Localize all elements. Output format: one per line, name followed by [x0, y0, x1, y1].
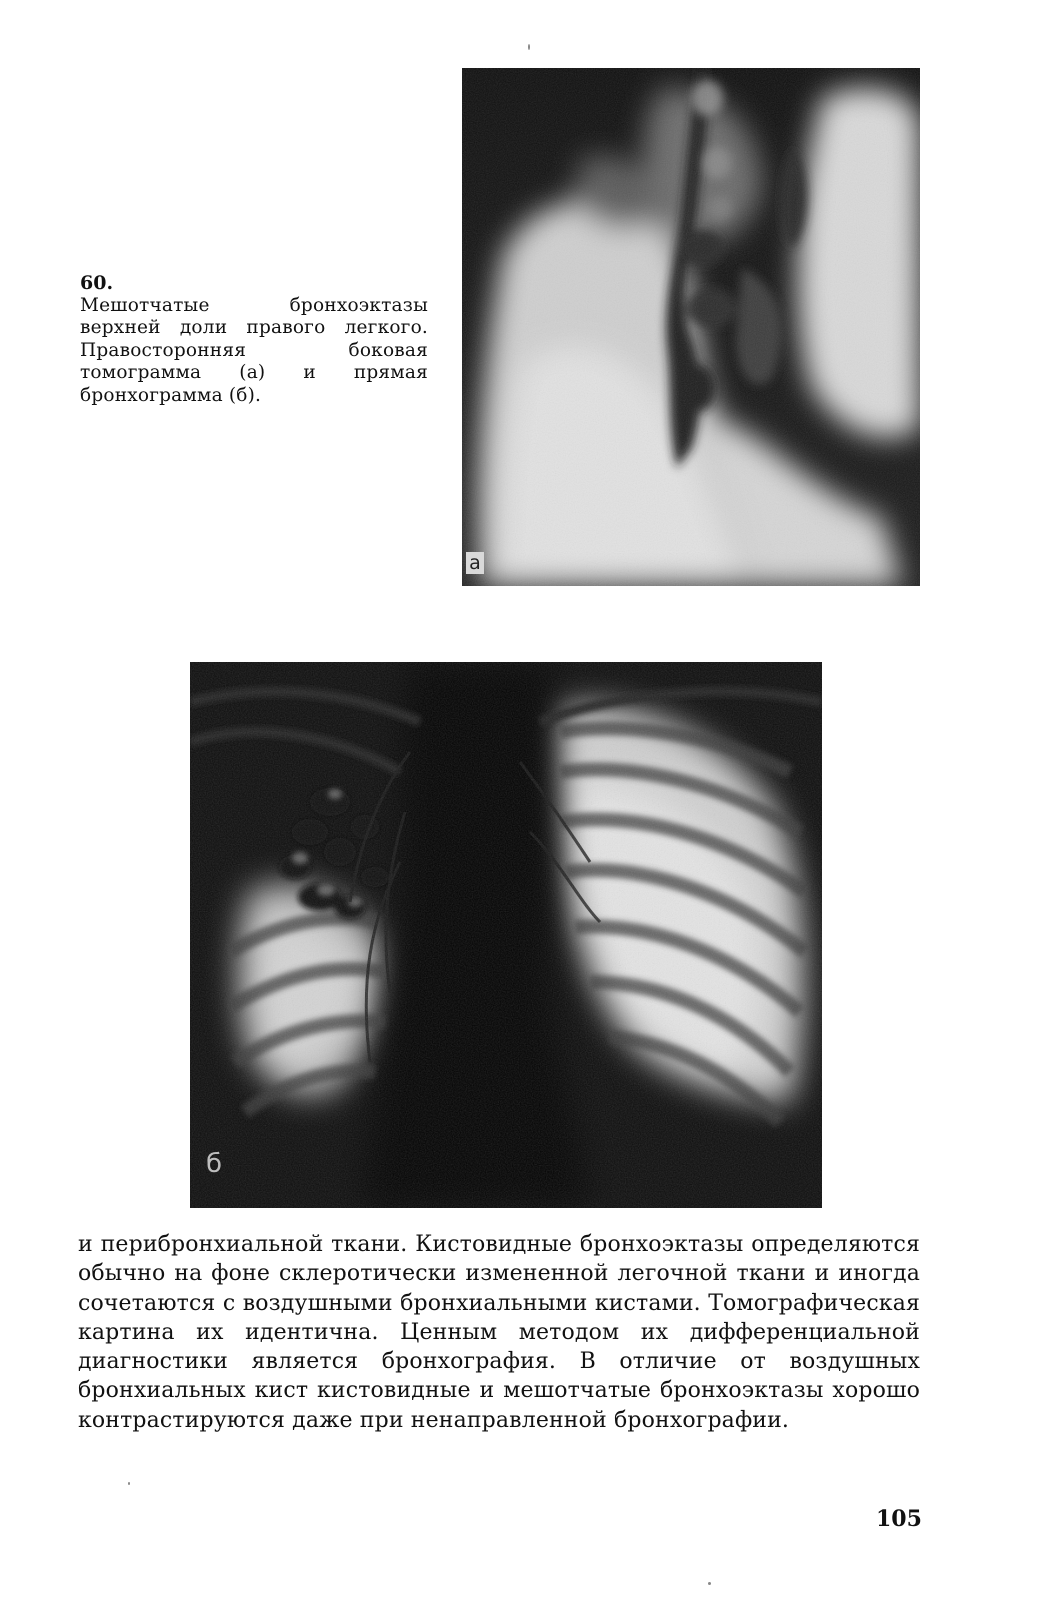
panel-label-b: б	[206, 1149, 223, 1179]
body-paragraph: и перибронхиальной ткани. Кистовидные бронхоэктазы определяются обычно на фоне склеротически измененной легочной ткани и иногда сочетаются с воздушными бронхиальными кистами. Томографическая картина их идентична. Ценным методом их дифференциальной диагностики является бронхография. В отличие от воздушных бронхиальных кист кистовидные и мешотчатые бронхоэктазы хорошо контрастируются даже при ненаправленной бронхографии.	[78, 1232, 920, 1433]
figure-panel-a-tomogram	[462, 68, 920, 586]
scan-speck	[528, 44, 530, 50]
scan-speck	[708, 1582, 711, 1585]
scan-speck	[128, 1482, 130, 1485]
page-number: 105	[876, 1506, 922, 1532]
figure-caption	[80, 272, 428, 407]
tomogram-image	[462, 68, 920, 586]
figure-number: 60.	[80, 272, 114, 294]
figure-caption-text: Мешотчатые бронхоэктазы верхней доли правого легкого. Правосторонняя боковая томограмма (а) и прямая бронхограмма (б).	[80, 294, 428, 406]
bronchogram-image	[190, 662, 822, 1208]
figure-panel-b-bronchogram	[190, 662, 822, 1208]
panel-label-a: a	[466, 552, 484, 574]
